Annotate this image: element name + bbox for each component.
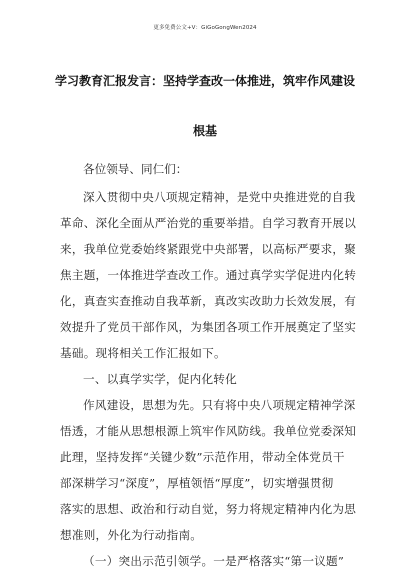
paragraph-intro [60,184,360,366]
paragraph-line: 部深耕学习“深度”，厚植领悟“厚度”，切实增强贯彻 [60,476,334,490]
greeting: 各位领导、同仁们： [83,162,188,176]
paragraph-line: 落实的思想、政治和行动自觉，努力将规定精神内化为思 [60,502,357,516]
paragraph-line: 悟透，才能从思想根源上筑牢作风防线。我单位党委深知 [60,424,357,438]
paragraph-line: 基础。现将相关工作汇报如下。 [60,346,226,360]
paragraph-line: 效提升了党员干部作风，为集团各项工作开展奠定了坚实 [60,320,357,334]
paragraph-line: 化，真查实查推动自我革新，真改实改助力长效发展，有 [60,294,357,308]
document-title-line1: 学习教育汇报发言：坚持学查改一体推进，筑牢作风建设 [54,74,355,88]
section-heading-1-block [60,366,360,392]
subsection-1-block [60,548,360,574]
watermark-text: 更多免费公文+V：GiGoGongWen2024 [153,25,257,31]
subsection-heading-1: （一）突出示范引领学。一是严格落实“第一议题” [83,554,345,568]
paragraph-line: 深入贯彻中央八项规定精神，是党中央推进党的自我 [83,190,356,204]
paragraph-line: 来，我单位党委始终紧跟党中央部署，以高标严要求，聚 [60,242,357,256]
paragraph-line: 此理，坚持发挥“关键少数”示范作用，带动全体党员干 [60,450,345,464]
paragraph-line: 革命、深化全面从严治党的重要举措。自学习教育开展以 [60,216,357,230]
paragraph-line: 焦主题，一体推进学查改工作。通过真学实学促进内化转 [60,268,357,282]
paragraph-section-1 [60,392,360,548]
paragraph-line: 作风建设，思想为先。只有将中央八项规定精神学深 [83,398,356,412]
paragraph-line: 想准则，外化为行动指南。 [60,528,203,542]
document-title-line2: 根基 [192,124,217,138]
section-heading-1: 一、以真学实学，促内化转化 [83,372,237,386]
